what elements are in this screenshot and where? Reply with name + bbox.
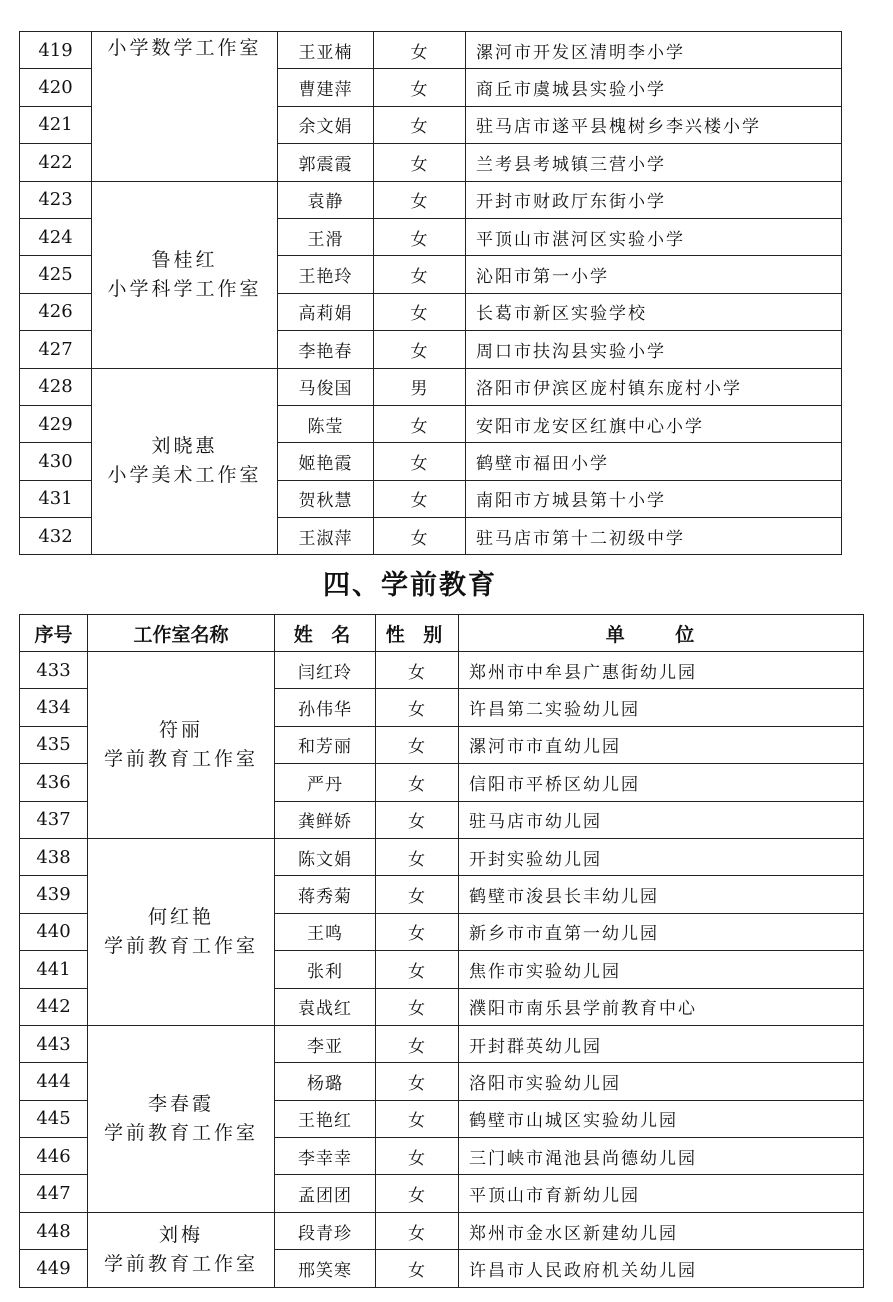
header-gender: 性 别 (376, 615, 459, 652)
person-name: 李亚 (275, 1025, 376, 1062)
row-number: 423 (20, 181, 92, 218)
studio-name-cell (88, 652, 275, 839)
gender: 女 (376, 988, 459, 1025)
studio-name-cell (92, 181, 278, 368)
row-number: 429 (20, 405, 92, 442)
row-number: 433 (20, 652, 88, 689)
row-number: 445 (20, 1100, 88, 1137)
person-name: 陈莹 (278, 405, 374, 442)
unit-name: 郑州市金水区新建幼儿园 (459, 1212, 864, 1249)
gender: 女 (376, 689, 459, 726)
table-row (20, 32, 842, 69)
unit-name: 漯河市市直幼儿园 (459, 726, 864, 763)
row-number: 438 (20, 838, 88, 875)
studio-name-cell (92, 32, 278, 182)
person-name: 杨璐 (275, 1063, 376, 1100)
row-number: 421 (20, 106, 92, 143)
unit-name: 鹤壁市福田小学 (466, 443, 842, 480)
header-no: 序号 (20, 615, 88, 652)
row-number: 449 (20, 1250, 88, 1287)
studio-name-line: 刘梅 (158, 1223, 203, 1246)
unit-name: 开封实验幼儿园 (459, 838, 864, 875)
unit-name: 周口市扶沟县实验小学 (466, 331, 842, 368)
studio-name-line: 学前教育工作室 (103, 934, 258, 957)
unit-name: 信阳市平桥区幼儿园 (459, 764, 864, 801)
gender: 男 (374, 368, 466, 405)
studio-name-line: 鲁桂红 (151, 248, 218, 271)
person-name: 袁静 (278, 181, 374, 218)
person-name: 姬艳霞 (278, 443, 374, 480)
studio-name-line: 小学科学工作室 (107, 277, 262, 300)
person-name: 张利 (275, 951, 376, 988)
gender: 女 (376, 951, 459, 988)
row-number: 434 (20, 689, 88, 726)
person-name: 贺秋慧 (278, 480, 374, 517)
person-name: 李幸幸 (275, 1138, 376, 1175)
header-studio: 工作室名称 (88, 615, 275, 652)
person-name: 邢笑寒 (275, 1250, 376, 1287)
row-number: 441 (20, 951, 88, 988)
gender: 女 (376, 1100, 459, 1137)
person-name: 孙伟华 (275, 689, 376, 726)
unit-name: 郑州市中牟县广惠街幼儿园 (459, 652, 864, 689)
table-row (20, 1025, 864, 1062)
person-name: 王滑 (278, 218, 374, 255)
row-number: 444 (20, 1063, 88, 1100)
row-number: 428 (20, 368, 92, 405)
row-number: 424 (20, 218, 92, 255)
row-number: 422 (20, 144, 92, 181)
row-number: 426 (20, 293, 92, 330)
section-title: 四、学前教育 (323, 570, 497, 601)
unit-name: 商丘市虞城县实验小学 (466, 69, 842, 106)
staff-table-preschool (19, 614, 864, 1288)
gender: 女 (376, 913, 459, 950)
unit-name: 开封群英幼儿园 (459, 1025, 864, 1062)
gender: 女 (374, 405, 466, 442)
gender: 女 (374, 480, 466, 517)
gender: 女 (374, 144, 466, 181)
person-name: 马俊国 (278, 368, 374, 405)
person-name: 孟团团 (275, 1175, 376, 1212)
row-number: 430 (20, 443, 92, 480)
table-row (20, 838, 864, 875)
studio-name-cell (88, 1025, 275, 1212)
person-name: 严丹 (275, 764, 376, 801)
gender: 女 (376, 1063, 459, 1100)
gender: 女 (376, 876, 459, 913)
row-number: 420 (20, 69, 92, 106)
table-header-row (20, 615, 864, 652)
table-row (20, 1212, 864, 1249)
row-number: 435 (20, 726, 88, 763)
header-name: 姓 名 (275, 615, 376, 652)
unit-name: 沁阳市第一小学 (466, 256, 842, 293)
unit-name: 开封市财政厅东街小学 (466, 181, 842, 218)
unit-name: 长葛市新区实验学校 (466, 293, 842, 330)
unit-name: 新乡市市直第一幼儿园 (459, 913, 864, 950)
unit-name: 濮阳市南乐县学前教育中心 (459, 988, 864, 1025)
staff-table-primary (19, 31, 842, 555)
row-number: 440 (20, 913, 88, 950)
unit-name: 驻马店市第十二初级中学 (466, 518, 842, 555)
studio-name-line: 何红艳 (147, 905, 214, 928)
row-number: 425 (20, 256, 92, 293)
studio-name-cell (88, 838, 275, 1025)
row-number: 419 (20, 32, 92, 69)
table-row (20, 368, 842, 405)
studio-name-cell (92, 368, 278, 555)
gender: 女 (376, 1138, 459, 1175)
person-name: 王淑萍 (278, 518, 374, 555)
row-number: 431 (20, 480, 92, 517)
row-number: 447 (20, 1175, 88, 1212)
person-name: 龚鲜娇 (275, 801, 376, 838)
unit-name: 许昌市人民政府机关幼儿园 (459, 1250, 864, 1287)
person-name: 郭震霞 (278, 144, 374, 181)
studio-name-cell (88, 1212, 275, 1287)
row-number: 437 (20, 801, 88, 838)
unit-name: 兰考县考城镇三营小学 (466, 144, 842, 181)
gender: 女 (376, 1212, 459, 1249)
studio-name-line: 符丽 (158, 718, 203, 741)
row-number: 436 (20, 764, 88, 801)
gender: 女 (374, 181, 466, 218)
gender: 女 (374, 106, 466, 143)
row-number: 446 (20, 1138, 88, 1175)
unit-name: 鹤壁市浚县长丰幼儿园 (459, 876, 864, 913)
person-name: 蒋秀菊 (275, 876, 376, 913)
gender: 女 (374, 293, 466, 330)
person-name: 和芳丽 (275, 726, 376, 763)
gender: 女 (376, 726, 459, 763)
person-name: 高莉娟 (278, 293, 374, 330)
person-name: 段青珍 (275, 1212, 376, 1249)
studio-name-line: 学前教育工作室 (103, 747, 258, 770)
row-number: 427 (20, 331, 92, 368)
gender: 女 (374, 443, 466, 480)
unit-name: 鹤壁市山城区实验幼儿园 (459, 1100, 864, 1137)
row-number: 439 (20, 876, 88, 913)
row-number: 443 (20, 1025, 88, 1062)
person-name: 曹建萍 (278, 69, 374, 106)
person-name: 王艳红 (275, 1100, 376, 1137)
person-name: 王鸣 (275, 913, 376, 950)
gender: 女 (374, 256, 466, 293)
unit-name: 洛阳市实验幼儿园 (459, 1063, 864, 1100)
studio-name-line: 学前教育工作室 (103, 1252, 258, 1275)
gender: 女 (376, 652, 459, 689)
row-number: 432 (20, 518, 92, 555)
unit-name: 洛阳市伊滨区庞村镇东庞村小学 (466, 368, 842, 405)
unit-name: 安阳市龙安区红旗中心小学 (466, 405, 842, 442)
row-number: 448 (20, 1212, 88, 1249)
unit-name: 三门峡市渑池县尚德幼儿园 (459, 1138, 864, 1175)
person-name: 闫红玲 (275, 652, 376, 689)
unit-name: 平顶山市湛河区实验小学 (466, 218, 842, 255)
unit-name: 南阳市方城县第十小学 (466, 480, 842, 517)
studio-name-line: 刘晓惠 (151, 435, 218, 458)
unit-name: 驻马店市幼儿园 (459, 801, 864, 838)
gender: 女 (376, 1025, 459, 1062)
unit-name: 漯河市开发区清明李小学 (466, 32, 842, 69)
header-unit: 单 位 (459, 615, 864, 652)
studio-name-line: 小学美术工作室 (107, 464, 262, 487)
row-number: 442 (20, 988, 88, 1025)
gender: 女 (376, 1175, 459, 1212)
gender: 女 (374, 32, 466, 69)
gender: 女 (374, 69, 466, 106)
person-name: 袁战红 (275, 988, 376, 1025)
unit-name: 平顶山市育新幼儿园 (459, 1175, 864, 1212)
gender: 女 (374, 518, 466, 555)
studio-name-line: 小学数学工作室 (107, 37, 262, 59)
studio-name-line: 学前教育工作室 (103, 1121, 258, 1144)
gender: 女 (374, 218, 466, 255)
person-name: 王艳玲 (278, 256, 374, 293)
gender: 女 (376, 1250, 459, 1287)
gender: 女 (376, 801, 459, 838)
unit-name: 驻马店市遂平县槐树乡李兴楼小学 (466, 106, 842, 143)
table-row (20, 181, 842, 218)
person-name: 李艳春 (278, 331, 374, 368)
gender: 女 (374, 331, 466, 368)
person-name: 陈文娟 (275, 838, 376, 875)
table-row (20, 652, 864, 689)
studio-name-line: 李春霞 (147, 1092, 214, 1115)
gender: 女 (376, 764, 459, 801)
unit-name: 焦作市实验幼儿园 (459, 951, 864, 988)
person-name: 余文娟 (278, 106, 374, 143)
unit-name: 许昌第二实验幼儿园 (459, 689, 864, 726)
gender: 女 (376, 838, 459, 875)
person-name: 王亚楠 (278, 32, 374, 69)
